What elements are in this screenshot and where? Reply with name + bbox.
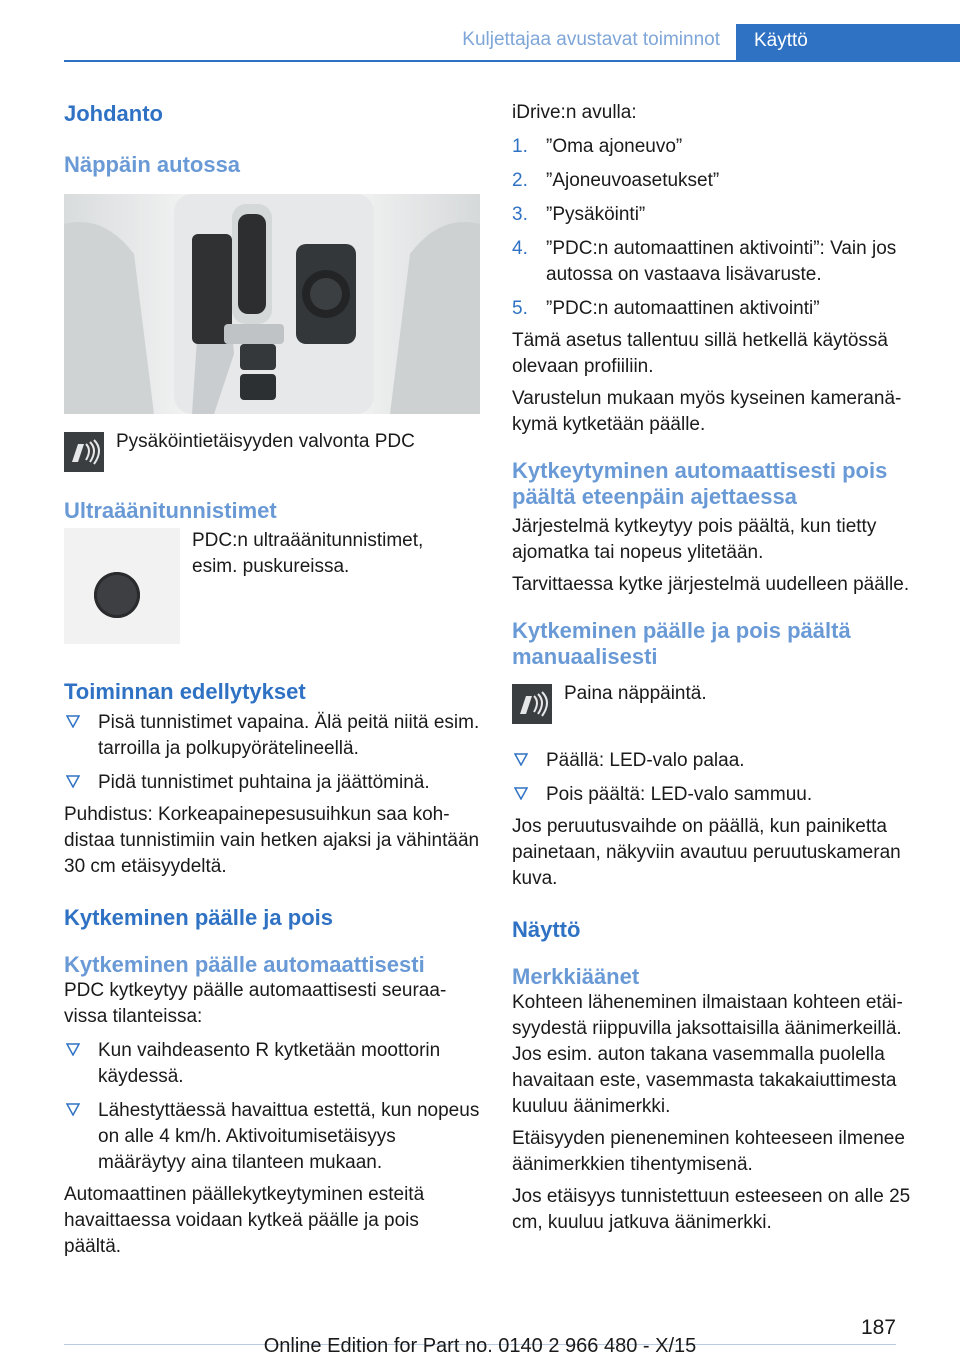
auto-off-text: Järjestelmä kytkeytyy pois päältä, kun tietty ajomatka tai nopeus ylitetään. <box>512 516 877 563</box>
list-item: Pois päältä: LED-valo sammuu. <box>512 782 928 808</box>
continuous-signal-text: Jos etäisyys tunnistettuun esteeseen on alle 25 cm, kuuluu jatkuva äänimerkki. <box>512 1186 911 1233</box>
heading-display: Näyttö <box>512 917 581 942</box>
list-item: 3. ”Pysäköinti” <box>512 204 646 225</box>
heading-auto-on: Kytkeminen päälle automaattisesti <box>64 952 425 977</box>
center-console-photo <box>64 194 480 414</box>
press-button-text: Paina näppäintä. <box>564 683 707 704</box>
triangle-bullet-icon <box>514 786 528 800</box>
reactivate-text: Tarvittaessa kytke järjestelmä uudelleen päälle. <box>512 574 910 595</box>
distance-decrease-text: Etäisyyden pieneneminen kohteeseen ilmenee äänimerkkien tihentymisenä. <box>512 1128 905 1175</box>
pdc-button-icon <box>512 684 552 724</box>
heading-button-in-car: Näppäin autossa <box>64 152 241 177</box>
setting-saved-text: Tämä asetus tallentuu sillä hetkellä käytössä olevaan profiiliin. <box>512 330 888 377</box>
left-column <box>64 100 480 1260</box>
reverse-camera-text: Jos peruutusvaihde on päällä, kun painiketta painetaan, näkyviin avautuu peruutuskameran kuva. <box>512 816 901 889</box>
heading-signals: Merkkiäänet <box>512 964 640 989</box>
heading-requirements: Toiminnan edellytykset <box>64 679 306 704</box>
heading-intro: Johdanto <box>64 101 163 126</box>
signals-text: Kohteen läheneminen ilmaistaan kohteen etäisyydestä riippuvilla jaksottaisilla äänimerkeillä. Jos esim. auton takana vasemmalla puolella havaitaan este, vasemmasta takakaiuttimesta kuuluu äänimerkki. <box>512 992 903 1117</box>
pdc-caption: Pysäköintietäisyyden valvonta PDC <box>116 431 415 452</box>
pdc-button-caption-row <box>64 432 480 472</box>
footer-edition: Online Edition for Part no. 0140 2 966 480 - X/15 <box>263 1335 697 1357</box>
idrive-intro: iDrive:n avulla: <box>512 102 637 123</box>
center-console-illustration <box>64 194 480 414</box>
right-column <box>512 100 928 1236</box>
list-item: 5. ”PDC:n automaattinen aktivointi” <box>512 298 820 319</box>
list-item: 1. ”Oma ajoneuvo” <box>512 136 683 157</box>
auto-on-text: PDC kytkeytyy päälle automaattisesti seuraavissa tilanteissa: <box>64 980 447 1027</box>
auto-on-list <box>64 1038 480 1176</box>
sensor-row <box>64 528 480 648</box>
ultrasonic-sensor-image <box>64 528 180 644</box>
list-item: Päällä: LED-valo palaa. <box>512 748 928 774</box>
auto-obstacle-text: Automaattinen päällekytkeytyminen esteitä havaittaessa voidaan kytkeä päälle ja pois päältä. <box>64 1184 425 1257</box>
triangle-bullet-icon <box>514 752 528 766</box>
sensors-description: PDC:n ultraäänitunnistimet, esim. puskureissa. <box>192 530 424 577</box>
list-item: 2. ”Ajoneuvoasetukset” <box>512 170 720 191</box>
cleaning-note: Puhdistus: Korkeapainepesusuihkun saa kohdistaa tunnistimiin vain hetken ajaksi ja vähintään 30 cm etäisyydeltä. <box>64 804 480 877</box>
header-chapter-tab: Käyttö <box>736 24 960 62</box>
manual-list <box>512 748 928 808</box>
triangle-bullet-icon <box>66 1102 80 1116</box>
heading-manual: Kytkeminen päälle ja pois päältä manuaalisesti <box>512 618 851 669</box>
list-item: Pidä tunnistimet puhtaina ja jäättöminä. <box>64 770 480 796</box>
requirements-list <box>64 710 480 796</box>
heading-ultrasonic-sensors: Ultraäänitunnistimet <box>64 498 277 523</box>
triangle-bullet-icon <box>66 774 80 788</box>
idrive-steps <box>512 134 928 322</box>
triangle-bullet-icon <box>66 714 80 728</box>
page-number: 187 <box>860 1316 896 1339</box>
heading-switch-on-off: Kytkeminen päälle ja pois <box>64 905 333 930</box>
list-item: Kun vaihdeasento R kytketään moottorin käydessä. <box>64 1038 480 1090</box>
header-section-title: Kuljettajaa avustavat toiminnot <box>462 29 720 50</box>
header-rule <box>64 60 960 62</box>
list-item: Pisä tunnistimet vapaina. Älä peitä niitä esim. tarroilla ja polkupyörätelineellä. <box>64 710 480 762</box>
pdc-button-icon <box>64 432 104 472</box>
heading-auto-off: Kytkeytyminen automaattisesti pois päältä eteenpäin ajettaessa <box>512 458 888 509</box>
press-button-row <box>512 684 928 724</box>
sensor-icon <box>94 572 140 618</box>
list-item: 4. ”PDC:n automaattinen aktivointi”: Vain jos autossa on vastaava lisävaruste. <box>512 238 897 285</box>
page-header <box>64 24 960 62</box>
list-item: Lähestyttäessä havaittua estettä, kun nopeus on alle 4 km/h. Aktivoitumisetäisyys määräytyy aina tilanteen mukaan. <box>64 1098 480 1176</box>
triangle-bullet-icon <box>66 1042 80 1056</box>
camera-text: Varustelun mukaan myös kyseinen kameranäkymä kytketään päälle. <box>512 388 902 435</box>
